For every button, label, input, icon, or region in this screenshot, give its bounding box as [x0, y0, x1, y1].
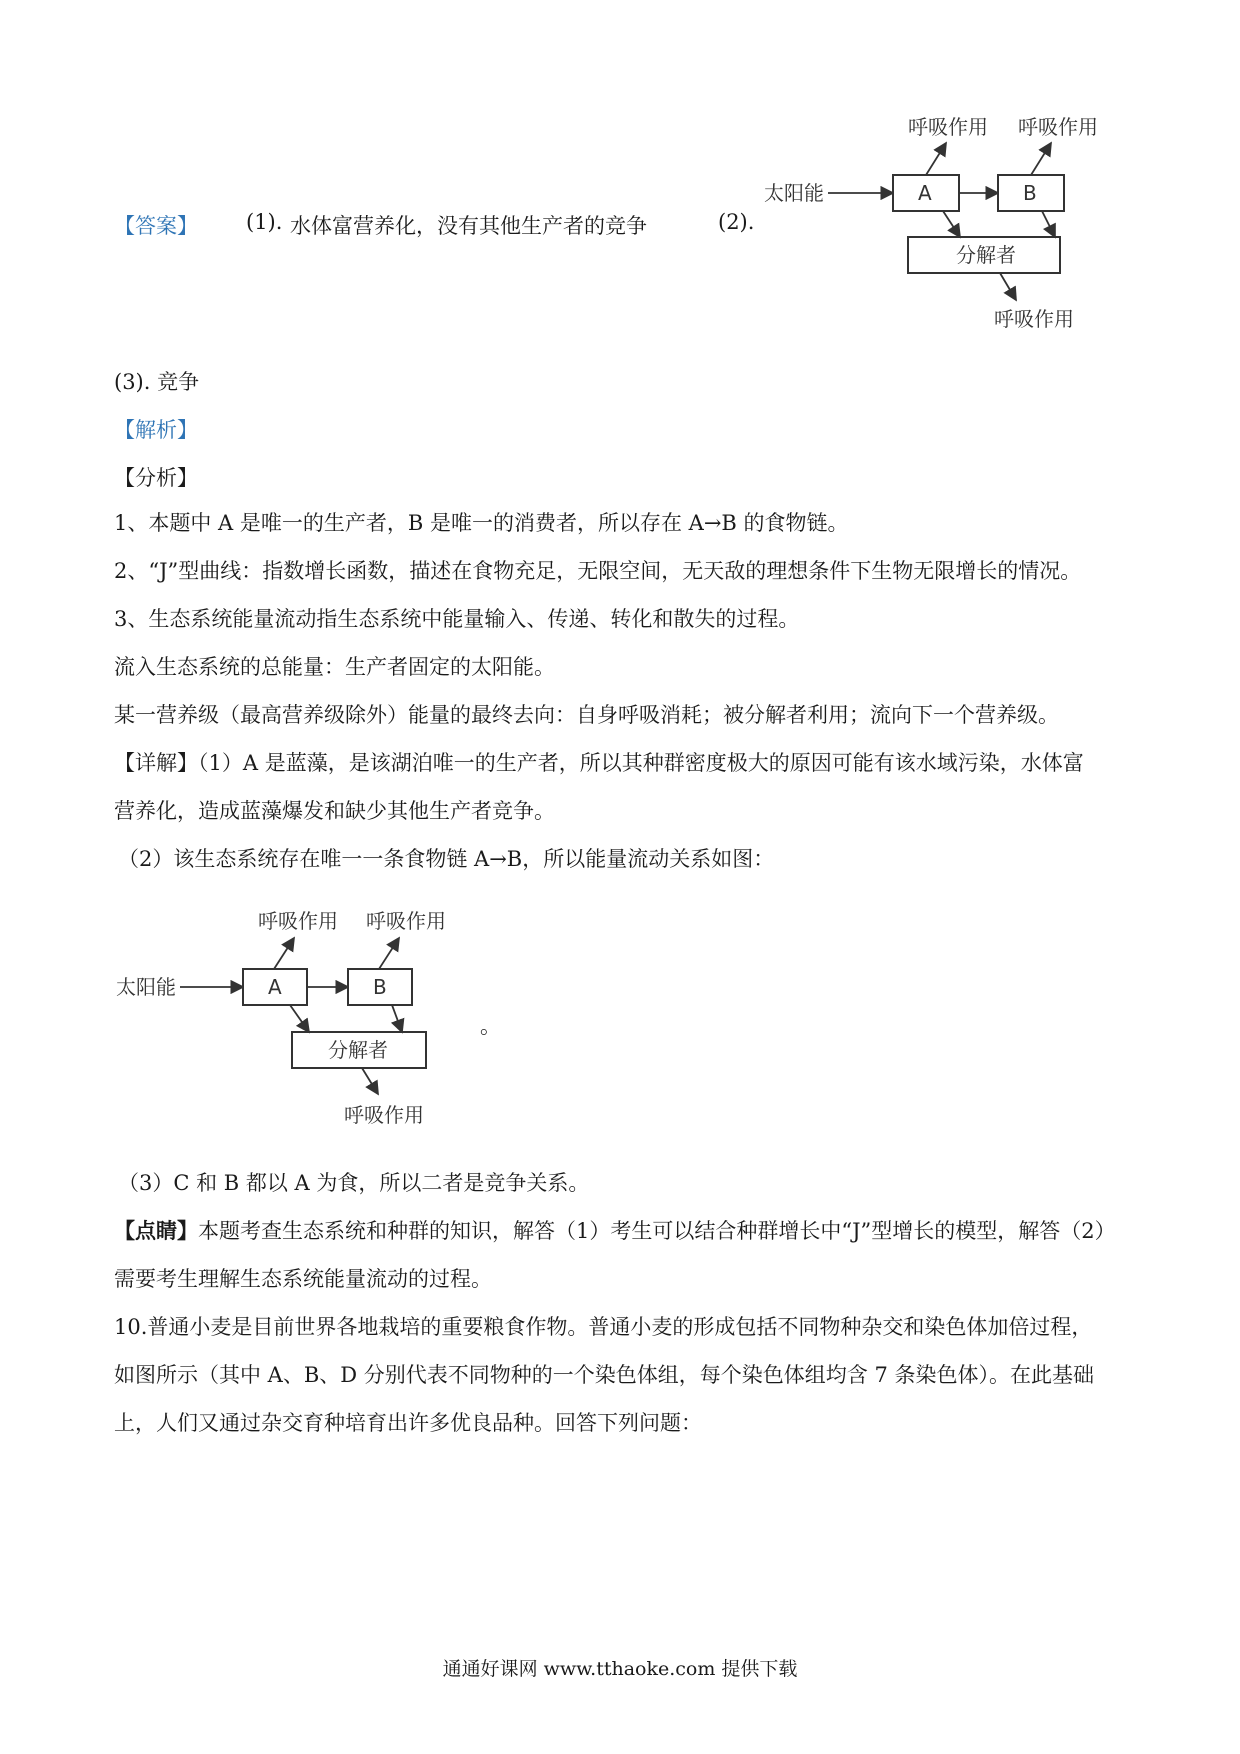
a-to-decomposer-arrow-2	[290, 1005, 309, 1032]
question10-line-1: 10.普通小麦是目前世界各地栽培的重要粮食作物。普通小麦的形成包括不同物种杂交和染色体加倍过程，	[114, 1315, 1093, 1339]
answer-item2-number: (2).	[718, 210, 755, 234]
analysis-point-3: 3、生态系统能量流动指生态系统中能量输入、传递、转化和散失的过程。	[114, 607, 800, 631]
diagram-period: 。	[480, 1014, 501, 1038]
box-a-label: A	[918, 181, 932, 205]
page-footer: 通通好课网 www.tthaoke.com 提供下载	[442, 1658, 798, 1680]
comment-line-1-text: 本题考查生态系统和种群的知识，解答（1）考生可以结合种群增长中“J”型增长的模型，解答（2）	[198, 1219, 1116, 1243]
analysis-point-2: 2、“J”型曲线：指数增长函数，描述在食物充足，无限空间，无天敌的理想条件下生物无限增长的情况。	[114, 559, 1082, 583]
b-respiration-arrow-2	[379, 938, 399, 969]
a-respiration-arrow-2	[274, 938, 294, 969]
comment-tag: 【点睛】	[114, 1218, 198, 1243]
box-b-label-2: B	[373, 975, 387, 999]
energy-flow-diagram-answer	[760, 100, 1120, 350]
b-respiration-arrow	[1031, 143, 1051, 175]
respiration-label-a-2: 呼吸作用	[258, 909, 338, 933]
respiration-label-b: 呼吸作用	[1018, 115, 1098, 139]
detail-line-1-text: （1）A 是蓝藻，是该湖泊唯一的生产者，所以其种群密度极大的原因可能有该水域污染，水体富	[198, 751, 1084, 775]
respiration-label-decomposer: 呼吸作用	[994, 307, 1074, 331]
respiration-label-b-2: 呼吸作用	[366, 909, 446, 933]
box-b-label: B	[1023, 181, 1037, 205]
decomposer-respiration-arrow-2	[362, 1068, 378, 1094]
answer-item3: (3). 竞争	[114, 370, 200, 394]
analysis-point-4: 流入生态系统的总能量：生产者固定的太阳能。	[114, 655, 555, 679]
energy-flow-diagram-detail	[112, 898, 472, 1138]
detail-line-4: （3）C 和 B 都以 A 为食，所以二者是竞争关系。	[118, 1171, 590, 1195]
answer-tag: 【答案】	[114, 214, 198, 238]
a-respiration-arrow	[926, 143, 946, 175]
decomposer-label: 分解者	[956, 243, 1016, 267]
comment-line-2: 需要考生理解生态系统能量流动的过程。	[114, 1267, 492, 1291]
detail-line-2: 营养化，造成蓝藻爆发和缺少其他生产者竞争。	[114, 799, 555, 823]
detail-line-3: （2）该生态系统存在唯一一条食物链 A→B，所以能量流动关系如图：	[118, 847, 775, 871]
decomposer-respiration-arrow	[1000, 273, 1016, 300]
question10-line-2: 如图所示（其中 A、B、D 分别代表不同物种的一个染色体组，每个染色体组均含 7 条染色体）。在此基础	[114, 1363, 1094, 1387]
respiration-label-a: 呼吸作用	[908, 115, 988, 139]
comment-line-1	[114, 1216, 1116, 1246]
detail-line-1	[114, 748, 1084, 778]
analysis-point-5: 某一营养级（最高营养级除外）能量的最终去向：自身呼吸消耗；被分解者利用；流向下一个营养级。	[114, 703, 1059, 727]
analysis-tag: 【解析】	[114, 418, 198, 442]
answer-item1-number: (1).	[246, 210, 283, 234]
answer-item1-text: 水体富营养化，没有其他生产者的竞争	[290, 214, 647, 238]
b-to-decomposer-arrow-2	[392, 1005, 402, 1032]
question10-line-3: 上，人们又通过杂交育种培育出许多优良品种。回答下列问题：	[114, 1411, 702, 1435]
analysis-point-1: 1、本题中 A 是唯一的生产者，B 是唯一的消费者，所以存在 A→B 的食物链。	[114, 511, 849, 535]
detail-tag: 【详解】	[114, 751, 198, 775]
sun-label-2: 太阳能	[116, 975, 176, 999]
decomposer-label-2: 分解者	[328, 1038, 388, 1062]
respiration-label-decomposer-2: 呼吸作用	[344, 1103, 424, 1127]
a-to-decomposer-arrow	[943, 211, 960, 237]
b-to-decomposer-arrow	[1042, 211, 1055, 237]
sun-label: 太阳能	[764, 181, 824, 205]
fenxi-tag: 【分析】	[114, 466, 198, 490]
box-a-label-2: A	[268, 975, 282, 999]
